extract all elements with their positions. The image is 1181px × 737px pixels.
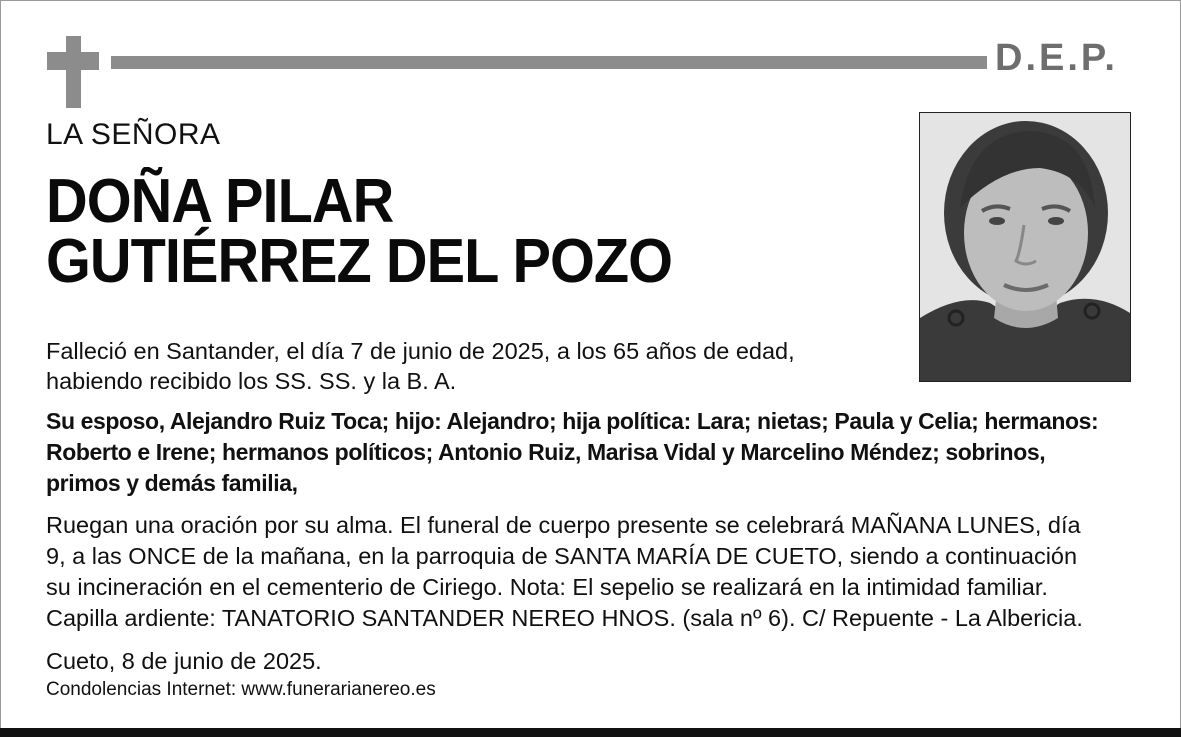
bottom-bar bbox=[0, 728, 1181, 737]
name-line-1: DOÑA PILAR bbox=[46, 167, 394, 236]
request-line-1: Ruegan una oración por su alma. El funeral de cuerpo presente se celebrará MAÑANA LUNES, día bbox=[46, 512, 1081, 538]
header-rule bbox=[111, 56, 987, 69]
title-prefix: LA SEÑORA bbox=[46, 118, 221, 151]
request-line-4: Capilla ardiente: TANATORIO SANTANDER NEREO HNOS. (sala nº 6). C/ Repuente - La Albericia. bbox=[46, 605, 1083, 631]
request-line-2: 9, a las ONCE de la mañana, en la parroquia de SANTA MARÍA DE CUETO, siendo a continuación bbox=[46, 543, 1078, 569]
condolences-link: Condolencias Internet: www.funerarianereo.es bbox=[46, 679, 436, 700]
family-line-1: Su esposo, Alejandro Ruiz Toca; hijo: Alejandro; hija política: Lara; nietas; Paula y Celia; hermanos: bbox=[46, 408, 1099, 434]
deceased-name bbox=[46, 167, 673, 296]
family-line-3: primos y demás familia, bbox=[46, 470, 298, 496]
request-line-3: su incineración en el cementerio de Ciriego. Nota: El sepelio se realizará en la intimidad familiar. bbox=[46, 574, 1048, 600]
place-date: Cueto, 8 de junio de 2025. bbox=[46, 648, 322, 674]
name-line-2: GUTIÉRREZ DEL POZO bbox=[46, 227, 673, 296]
family-line-2: Roberto e Irene; hermanos políticos; Antonio Ruiz, Marisa Vidal y Marcelino Méndez; sobrinos, bbox=[46, 439, 1046, 465]
portrait-photo bbox=[919, 112, 1131, 382]
death-info-line-2: habiendo recibido los SS. SS. y la B. A. bbox=[46, 368, 457, 394]
dep-heading: D.E.P. bbox=[995, 37, 1118, 79]
death-info-line-1: Falleció en Santander, el día 7 de junio de 2025, a los 65 años de edad, bbox=[46, 338, 795, 364]
